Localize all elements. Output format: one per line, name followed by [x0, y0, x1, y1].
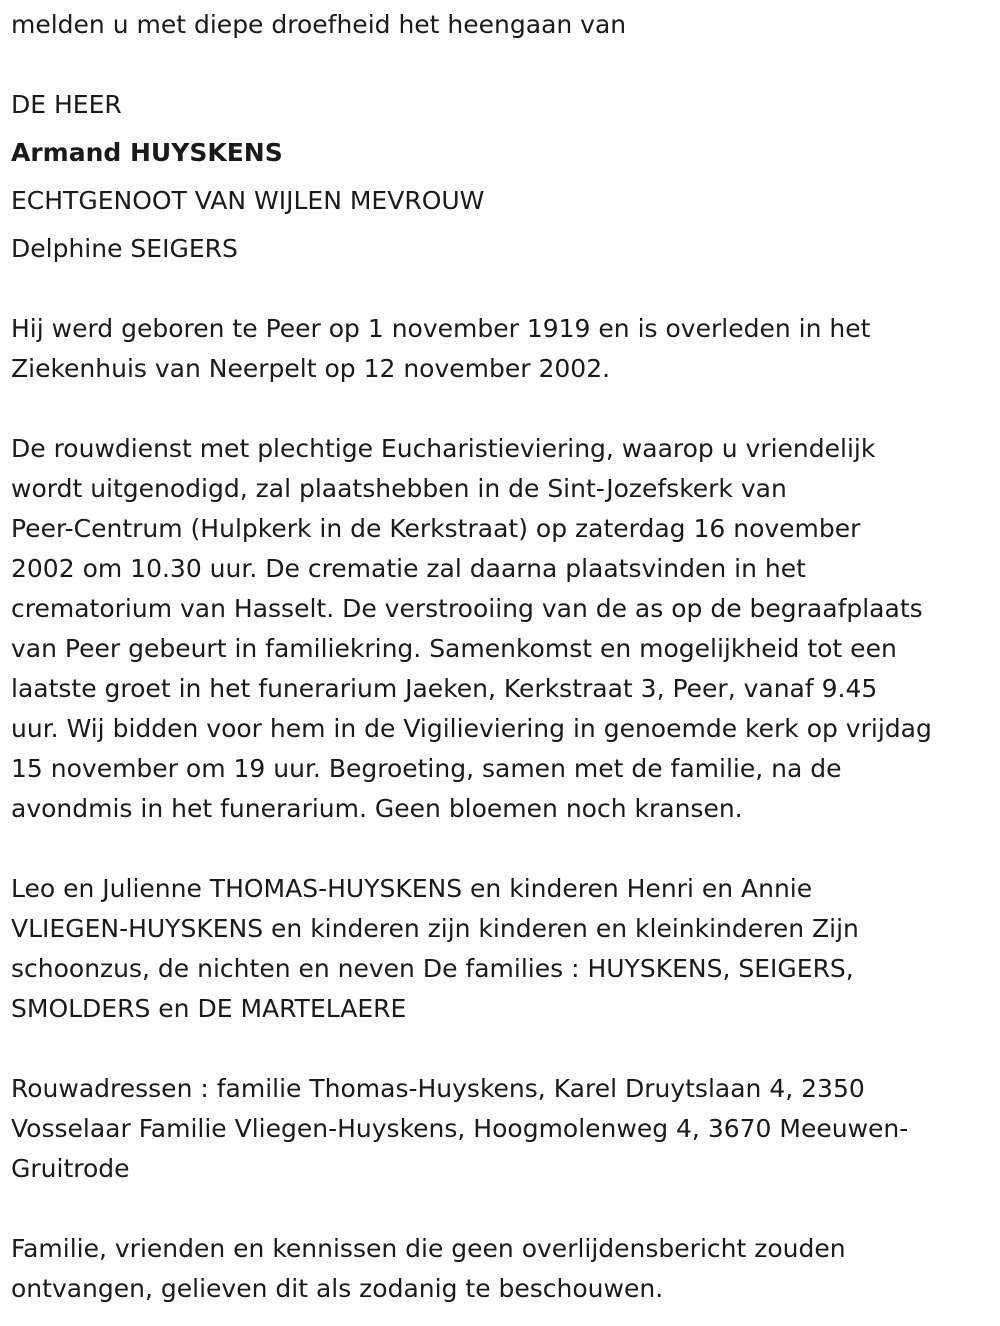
paragraph-line: ontvangen, gelieven dit als zodanig te beschouwen.	[11, 1274, 664, 1303]
birth-paragraph	[11, 309, 870, 389]
paragraph-line: Gruitrode	[11, 1154, 130, 1183]
paragraph-line: avondmis in het funerarium. Geen bloemen noch kransen.	[11, 794, 743, 823]
paragraph-line: Vosselaar Familie Vliegen-Huyskens, Hoogmolenweg 4, 3670 Meeuwen-	[11, 1114, 909, 1143]
address-paragraph	[11, 1069, 908, 1189]
paragraph-line: wordt uitgenodigd, zal plaatshebben in de Sint-Jozefskerk van	[11, 474, 787, 503]
deceased-name: Armand HUYSKENS	[11, 138, 283, 167]
relation-label: ECHTGENOOT VAN WIJLEN MEVROUW	[11, 186, 485, 215]
paragraph-line: crematorium van Hasselt. De verstrooiing van de as op de begraafplaats	[11, 594, 923, 623]
paragraph-line: VLIEGEN-HUYSKENS en kinderen zijn kinderen en kleinkinderen Zijn	[11, 914, 859, 943]
paragraph-line: SMOLDERS en DE MARTELAERE	[11, 994, 407, 1023]
paragraph-line: van Peer gebeurt in familiekring. Samenkomst en mogelijkheid tot een	[11, 634, 897, 663]
paragraph-line: 15 november om 19 uur. Begroeting, samen met de familie, na de	[11, 754, 842, 783]
paragraph-line: Peer-Centrum (Hulpkerk in de Kerkstraat) op zaterdag 16 november	[11, 514, 861, 543]
spouse-name: Delphine SEIGERS	[11, 234, 238, 263]
paragraph-line: uur. Wij bidden voor hem in de Vigilieviering in genoemde kerk op vrijdag	[11, 714, 932, 743]
paragraph-line: schoonzus, de nichten en neven De families : HUYSKENS, SEIGERS,	[11, 954, 854, 983]
paragraph-line: laatste groet in het funerarium Jaeken, Kerkstraat 3, Peer, vanaf 9.45	[11, 674, 878, 703]
family-paragraph	[11, 869, 859, 1029]
honorific: DE HEER	[11, 90, 122, 119]
paragraph-line: Rouwadressen : familie Thomas-Huyskens, Karel Druytslaan 4, 2350	[11, 1074, 865, 1103]
service-paragraph	[11, 429, 932, 829]
paragraph-line: De rouwdienst met plechtige Eucharistieviering, waarop u vriendelijk	[11, 434, 876, 463]
paragraph-line: Familie, vrienden en kennissen die geen overlijdensbericht zouden	[11, 1234, 846, 1263]
paragraph-line: Ziekenhuis van Neerpelt op 12 november 2002.	[11, 354, 611, 383]
intro-text: melden u met diepe droefheid het heengaan van	[11, 10, 627, 39]
closing-paragraph	[11, 1229, 846, 1309]
paragraph-line: Leo en Julienne THOMAS-HUYSKENS en kinderen Henri en Annie	[11, 874, 813, 903]
paragraph-line: 2002 om 10.30 uur. De crematie zal daarna plaatsvinden in het	[11, 554, 806, 583]
paragraph-line: Hij werd geboren te Peer op 1 november 1919 en is overleden in het	[11, 314, 871, 343]
deceased-heading	[11, 81, 484, 273]
